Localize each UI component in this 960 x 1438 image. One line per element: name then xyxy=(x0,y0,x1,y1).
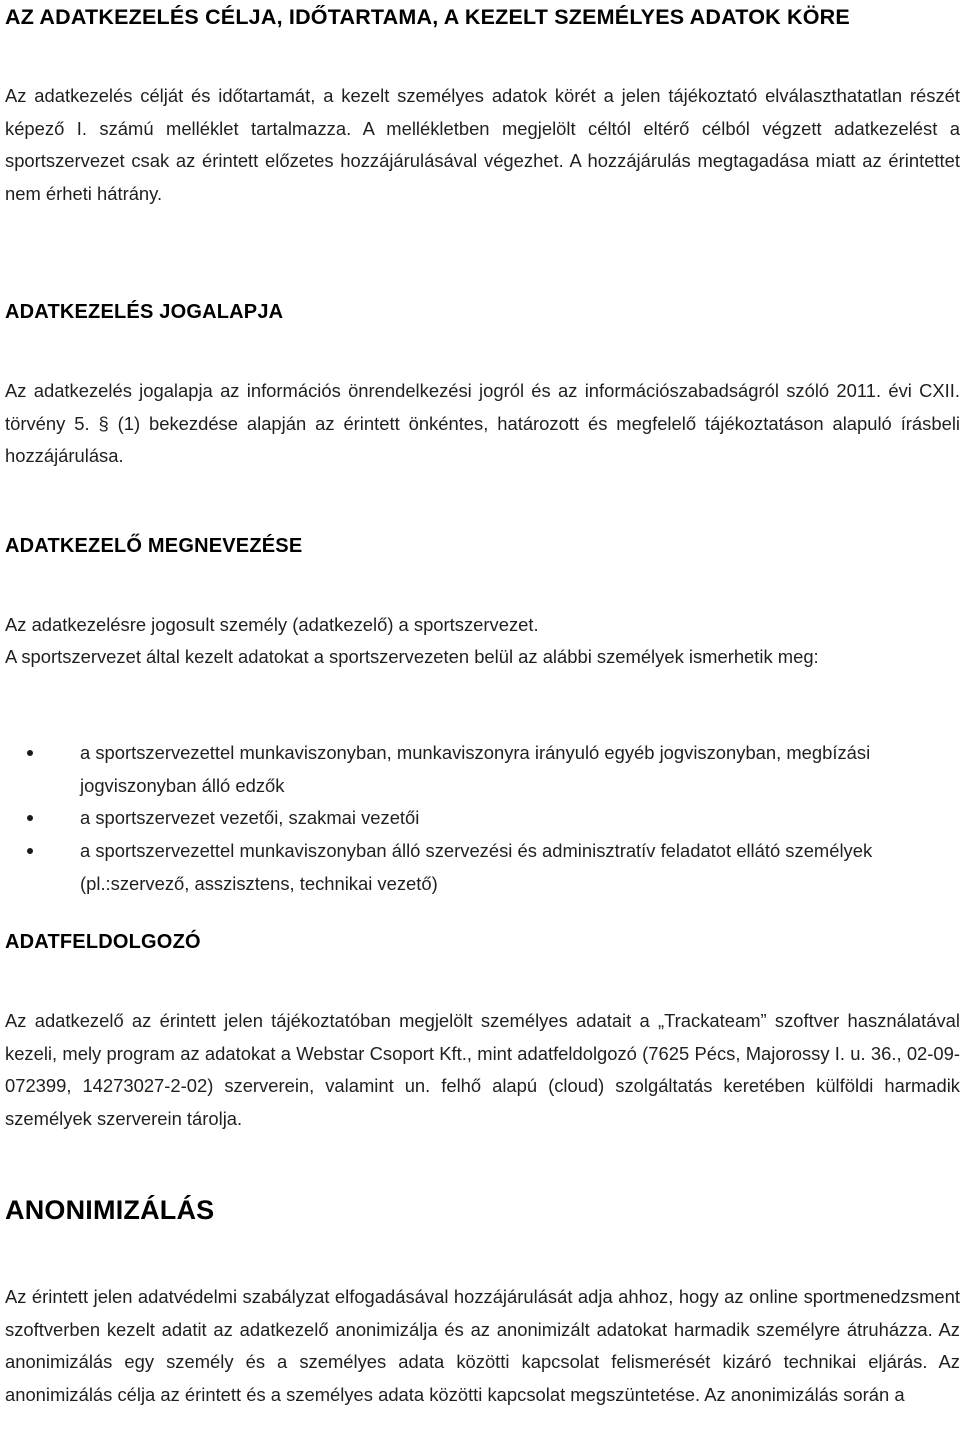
list-item-text: a sportszervezettel munkaviszonyban álló szervezési és adminisztratív feladatot ellátó személyek (pl.:szervező, asszisztens, technikai vezető) xyxy=(80,840,873,894)
bullet-icon xyxy=(27,750,33,756)
paragraph-anonymization: Az érintett jelen adatvédelmi szabályzat elfogadásával hozzájárulását adja ahhoz, hogy az online sportmenedzsment szoftverben kezelt adatit az adatkezelő anonimizálja és az anonimizált adatokat harmadik személyre átruházza. Az anonimizálás egy személy és a személyes adata közötti kapcsolat felismerését kizáró technikai eljárás. Az anonimizálás célja az érintett és a személyes adata közötti kapcsolat megszüntetése. Az anonimizálás során a xyxy=(5,1286,960,1406)
list-item xyxy=(5,737,960,802)
heading-anonymization: ANONIMIZÁLÁS xyxy=(5,1195,215,1225)
bullet-icon xyxy=(27,848,33,854)
list-item xyxy=(5,835,960,900)
bullet-icon xyxy=(27,815,33,821)
paragraph-purpose: Az adatkezelés célját és időtartamát, a kezelt személyes adatok körét a jelen tájékoztató elválaszthatatlan részét képező I. számú melléklet tartalmazza. A mellékletben megjelölt céltól eltérő célból végzett adatkezelést a sportszervezet csak az érintett előzetes hozzájárulásával végezhet. A hozzájárulás megtagadása miatt az érintettet nem érheti hátrány. xyxy=(5,85,960,205)
paragraph-processor: Az adatkezelő az érintett jelen tájékoztatóban megjelölt személyes adatait a „Trackateam” szoftver használatával kezeli, mely program az adatokat a Webstar Csoport Kft., mint adatfeldolgozó (7625 Pécs, Majorossy I. u. 36., 02-09-072399, 14273027-2-02) szerverein, valamint un. felhő alapú (cloud) szolgáltatás keretében külföldi harmadik személyek szerverein tárolja. xyxy=(5,1010,960,1130)
paragraph-controller-2: A sportszervezet által kezelt adatokat a sportszervezeten belül az alábbi személyek ismerhetik meg: xyxy=(5,646,819,667)
heading-legal-basis: ADATKEZELÉS JOGALAPJA xyxy=(5,301,284,323)
heading-controller: ADATKEZELŐ MEGNEVEZÉSE xyxy=(5,535,303,557)
list-item-text: a sportszervezet vezetői, szakmai vezetői xyxy=(80,807,420,829)
staff-list xyxy=(5,737,960,901)
paragraph-legal-basis: Az adatkezelés jogalapja az információs önrendelkezési jogról és az információszabadságról szóló 2011. évi CXII. törvény 5. § (1) bekezdése alapján az érintett önkéntes, határozott és megfelelő tájékoztatáson alapuló írásbeli hozzájárulása. xyxy=(5,380,960,467)
heading-processor: ADATFELDOLGOZÓ xyxy=(5,931,201,953)
list-item xyxy=(5,802,960,835)
list-item-text: a sportszervezettel munkaviszonyban, munkaviszonyra irányuló egyéb jogviszonyban, megbízási jogviszonyban álló edzők xyxy=(80,742,871,796)
heading-purpose: AZ ADATKEZELÉS CÉLJA, IDŐTARTAMA, A KEZELT SZEMÉLYES ADATOK KÖRE xyxy=(5,5,850,29)
paragraph-controller-1: Az adatkezelésre jogosult személy (adatkezelő) a sportszervezet. xyxy=(5,614,539,635)
